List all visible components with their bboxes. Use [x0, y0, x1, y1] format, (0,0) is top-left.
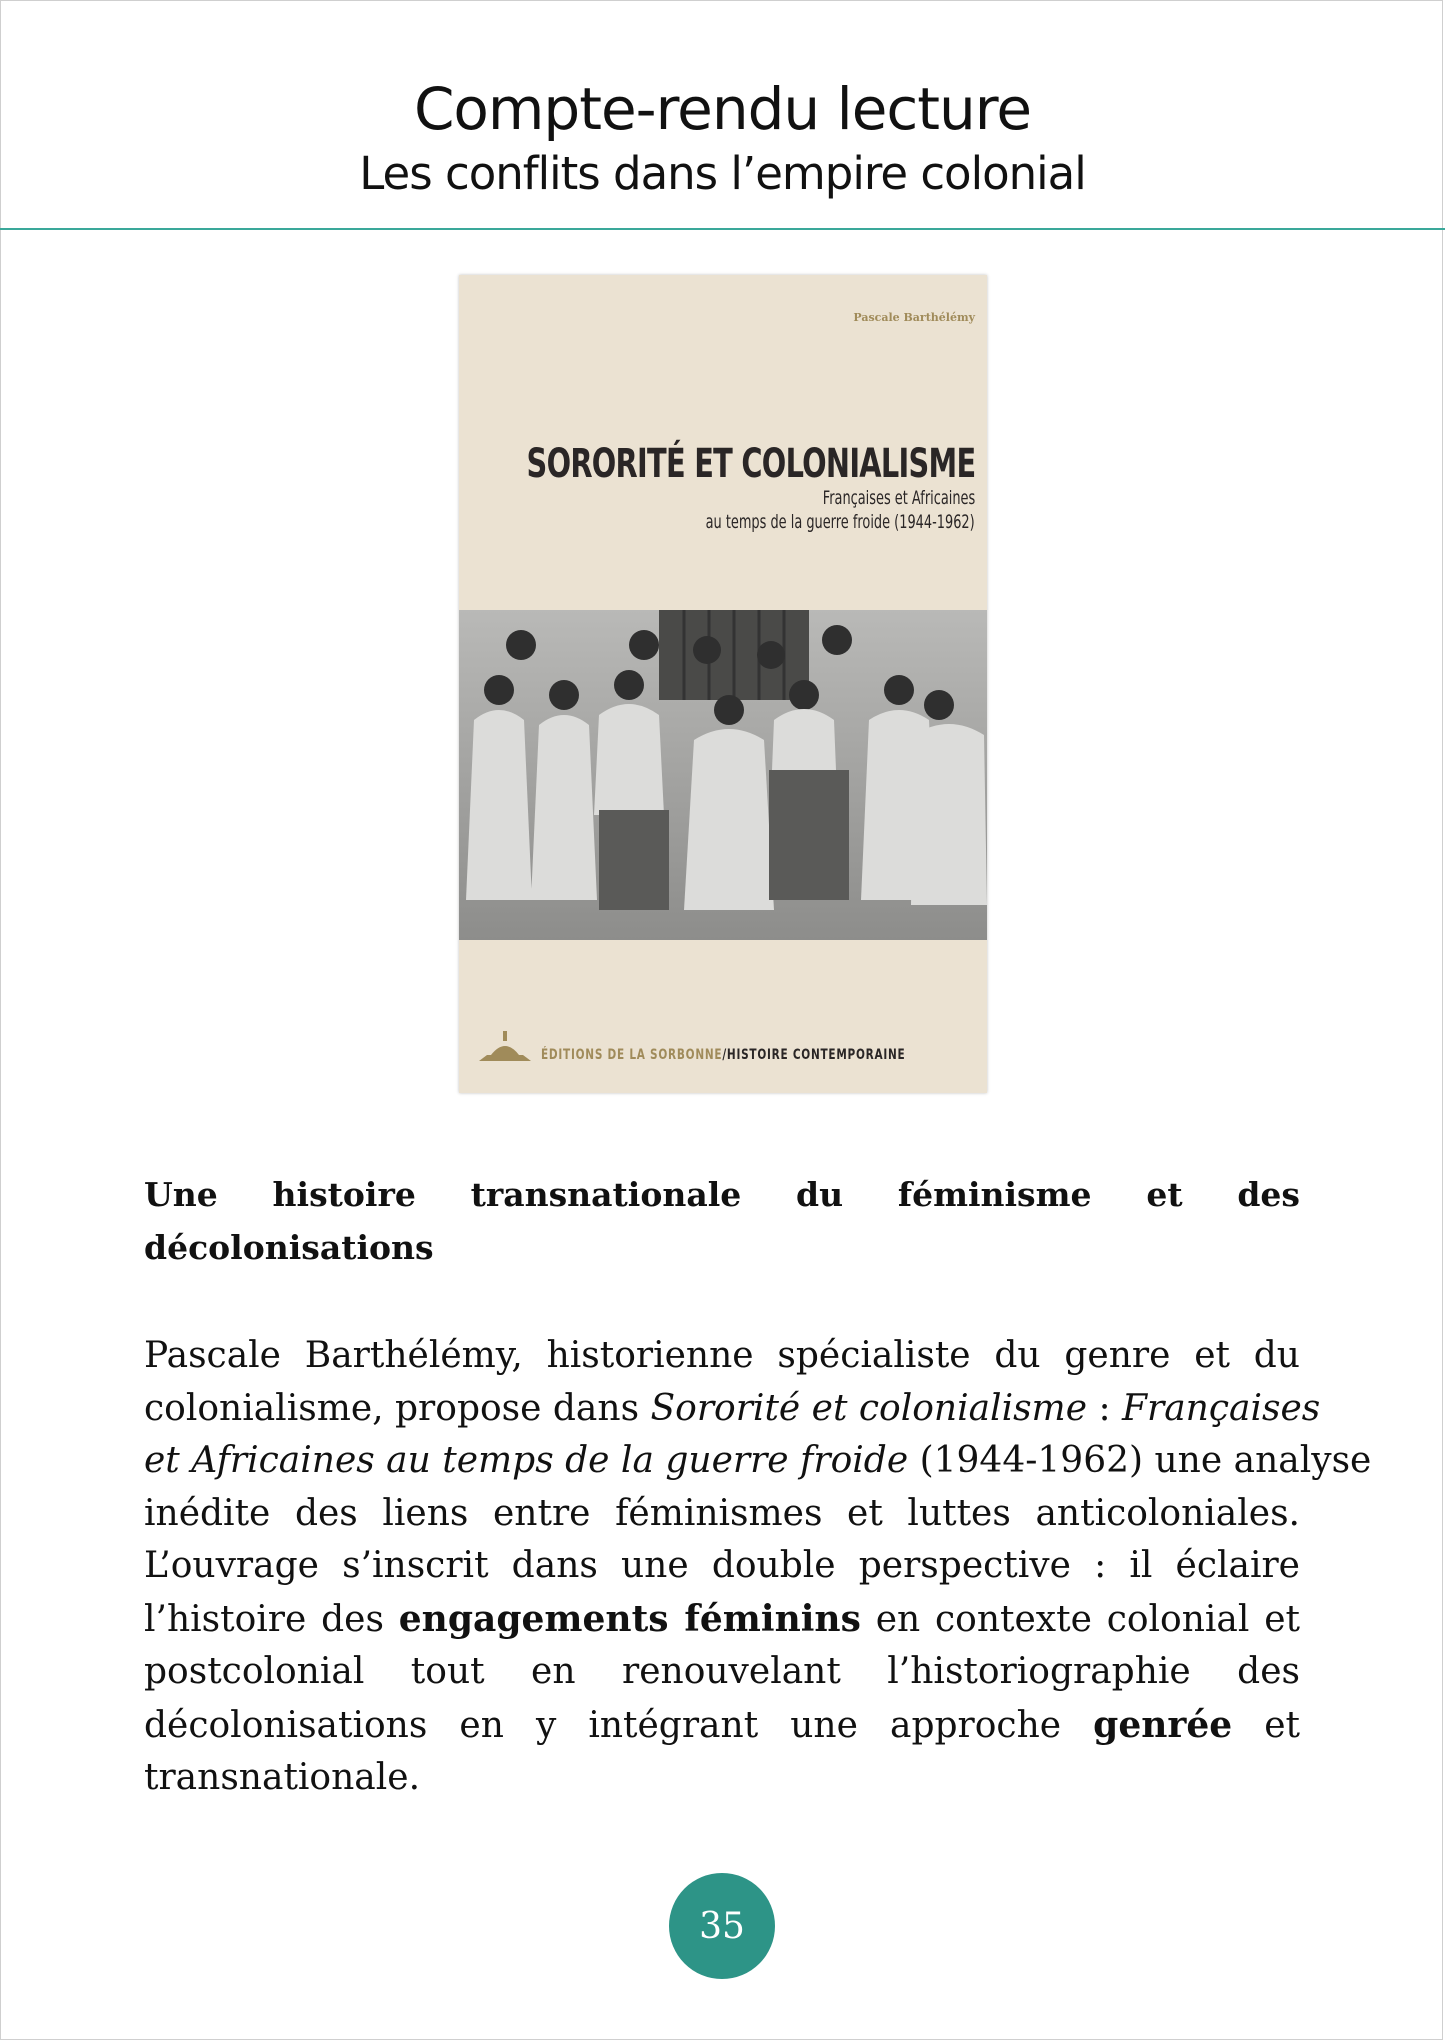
text-run: en contexte colonial et	[860, 1598, 1301, 1640]
text-run: colonialisme, propose dans	[144, 1387, 651, 1429]
paragraph-line: Pascale Barthélémy, historienne spécialiste du genre et du	[144, 1335, 1300, 1376]
publisher-logo-icon	[475, 1025, 535, 1065]
cover-author: Pascale Barthélémy	[853, 311, 975, 324]
publisher-separator: /	[722, 1047, 727, 1063]
header-subtitle: Les conflits dans l’empire colonial	[359, 147, 1086, 200]
paragraph-line: L’ouvrage s’inscrit dans une double perspective : il éclaire	[144, 1545, 1300, 1586]
publisher-name: ÉDITIONS DE LA SORBONNE	[541, 1047, 723, 1063]
emphasis-bold: genrée	[1093, 1703, 1233, 1746]
book-title-italic: et Africaines au temps de la guerre froide	[144, 1440, 909, 1481]
header-divider	[0, 228, 1445, 230]
heading-line2: décolonisations	[144, 1228, 434, 1267]
text-run: :	[1087, 1387, 1123, 1429]
section-heading	[144, 1168, 1300, 1274]
text-run: décolonisations en y intégrant une approche	[144, 1704, 1094, 1746]
header-title: Compte-rendu lecture	[413, 75, 1032, 143]
page-number-badge	[669, 1873, 775, 1979]
paragraph-line	[144, 1435, 1372, 1488]
book-cover	[459, 275, 987, 1093]
publisher-collection: HISTOIRE CONTEMPORAINE	[726, 1047, 906, 1063]
paragraph-line: postcolonial tout en renouvelant l’historiographie des	[144, 1651, 1300, 1692]
paragraph-line: inédite des liens entre féminismes et luttes anticoloniales.	[144, 1492, 1300, 1534]
cover-publisher	[541, 1047, 905, 1063]
text-run: l’histoire des	[144, 1598, 399, 1640]
book-title-italic: Françaises	[1122, 1387, 1321, 1429]
paragraph-line	[144, 1699, 1300, 1753]
heading-line1: Une histoire transnationale du féminisme et des	[144, 1175, 1300, 1214]
book-title-italic: Sororité et colonialisme	[650, 1387, 1087, 1429]
cover-subtitle-line1: Françaises et Africaines	[822, 487, 975, 509]
page-header	[0, 72, 1445, 202]
page-number: 35	[699, 1905, 745, 1947]
cover-title: SORORITÉ ET COLONIALISME	[526, 441, 975, 487]
text-run: et	[1232, 1704, 1301, 1746]
body-paragraph	[144, 1330, 1372, 1805]
text-run: (1944-1962) une analyse	[908, 1440, 1372, 1481]
cover-photo	[459, 610, 987, 940]
paragraph-line	[144, 1383, 1321, 1436]
emphasis-bold: engagements féminins	[398, 1597, 861, 1640]
paragraph-line	[144, 1593, 1300, 1647]
cover-subtitle-line2: au temps de la guerre froide (1944-1962)	[705, 511, 975, 533]
paragraph-line: transnationale.	[144, 1757, 421, 1798]
